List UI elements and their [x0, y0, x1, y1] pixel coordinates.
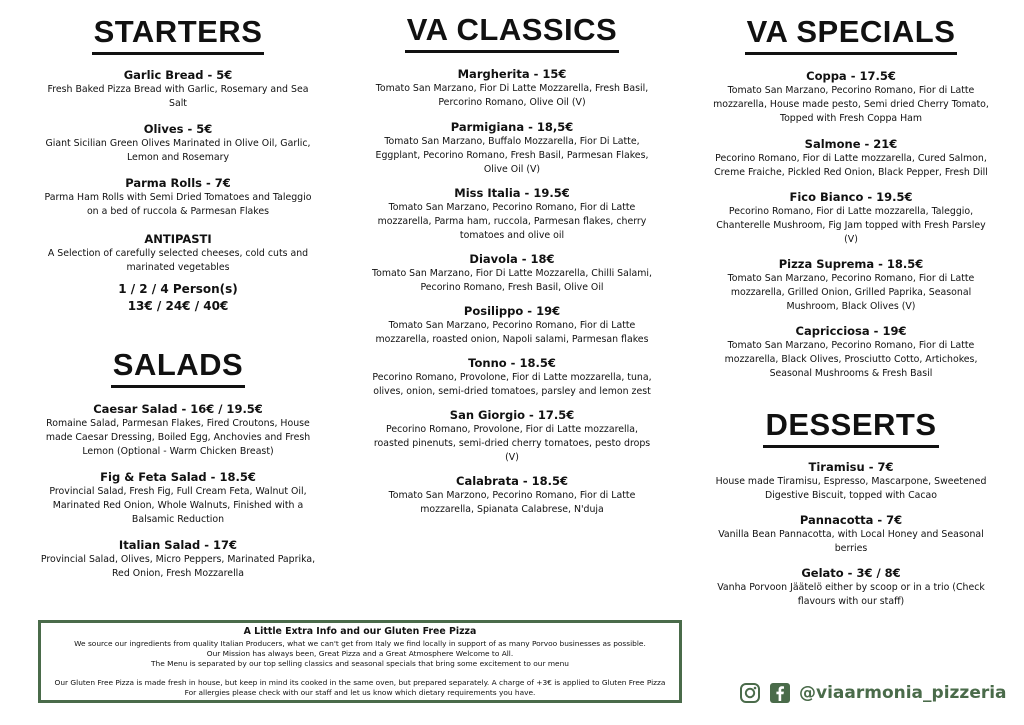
menu-item	[708, 257, 994, 314]
classics-heading: VA CLASSICS	[405, 12, 619, 53]
antipasti-persons: 1 / 2 / 4 Person(s)	[118, 282, 238, 296]
menu-item	[40, 402, 316, 459]
desserts-heading: DESSERTS	[763, 407, 938, 448]
item-description: Tomato San Marzano, Pecorino Romano, Fior di Latte mozzarella, House made pesto, Semi dried Cherry Tomato, Topped with Fresh Coppa Ham	[713, 85, 989, 124]
social-links	[739, 680, 1007, 706]
item-description: Tomato San Marzano, Fior Di Latte Mozzarella, Chilli Salami, Pecorino Romano, Fresh Basil, Olive Oil	[372, 268, 652, 293]
item-name: Fig & Feta Salad - 18.5€	[100, 470, 256, 484]
starters-heading: STARTERS	[92, 14, 265, 55]
item-description: Tomato San Marzano, Pecorino Romano, Fior di Latte mozzarella, Black Olives, Prosciutto Cotto, Artichokes, Seasonal Mushrooms & Fresh Basil	[724, 340, 978, 379]
item-name: Garlic Bread - 5€	[123, 68, 233, 82]
info-box	[38, 620, 682, 703]
item-name: San Giorgio - 17.5€	[449, 408, 575, 422]
item-description: Tomato San Marzano, Pecorino Romano, Fior di Latte mozzarella, Parma ham, ruccola, Parmesan flakes, cherry tomatoes and olive oil	[377, 202, 647, 241]
item-description: Vanha Porvoon Jäätelö either by scoop or in a trio (Check flavours with our staff)	[717, 582, 985, 607]
menu-item	[372, 67, 652, 110]
item-description: Parma Ham Rolls with Semi Dried Tomatoes and Taleggio on a bed of ruccola & Parmesan Flakes	[44, 192, 312, 217]
item-description: A Selection of carefully selected cheeses, cold cuts and marinated vegetables	[47, 248, 309, 273]
antipasti-prices: 13€ / 24€ / 40€	[127, 299, 229, 313]
menu-item	[708, 69, 994, 126]
menu-item	[708, 566, 994, 609]
specials-desserts-column	[708, 0, 994, 609]
item-description: House made Tiramisu, Espresso, Mascarpone, Sweetened Digestive Biscuit, topped with Cacao	[715, 476, 987, 501]
info-line: Our Mission has always been, Great Pizza and a Great Atmosphere Welcome to All.	[206, 649, 514, 658]
menu-item	[708, 137, 994, 180]
item-name: Caesar Salad - 16€ / 19.5€	[93, 402, 263, 416]
social-handle[interactable]: @viaarmonia_pizzeria	[799, 683, 1007, 703]
item-name: Miss Italia - 19.5€	[454, 186, 570, 200]
item-description: Provincial Salad, Fresh Fig, Full Cream Feta, Walnut Oil, Marinated Red Onion, Whole Walnuts, Finished with a Balsamic Reduction	[49, 486, 307, 525]
item-description: Pecorino Romano, Fior di Latte mozzarella, Taleggio, Chanterelle Mushroom, Fig Jam topped with Fresh Parsley (V)	[716, 206, 986, 245]
item-description: Fresh Baked Pizza Bread with Garlic, Rosemary and Sea Salt	[47, 84, 309, 109]
salads-heading: SALADS	[111, 347, 245, 388]
item-name: Tonno - 18.5€	[468, 356, 556, 370]
menu-item	[708, 190, 994, 247]
item-name: ANTIPASTI	[144, 232, 212, 246]
menu-item	[40, 122, 316, 165]
menu-item	[708, 460, 994, 503]
menu-item	[708, 324, 994, 381]
item-name: Margherita - 15€	[457, 67, 567, 81]
menu-item	[708, 513, 994, 556]
item-name: Pannacotta - 7€	[799, 513, 903, 527]
menu-item	[40, 68, 316, 111]
menu-item	[372, 356, 652, 399]
menu-item	[372, 408, 652, 465]
item-description: Vanilla Bean Pannacotta, with Local Honey and Seasonal berries	[718, 529, 984, 554]
menu-item	[372, 186, 652, 243]
item-name: Olives - 5€	[143, 122, 213, 136]
menu-item	[372, 304, 652, 347]
starters-salads-column	[40, 0, 316, 581]
instagram-icon[interactable]	[739, 682, 761, 704]
menu-item	[372, 252, 652, 295]
gluten-free-line: Our Gluten Free Pizza is made fresh in house, but keep in mind its cooked in the same oven, but prepared separately. A charge of +3€ is applied to Gluten Free Pizza	[54, 678, 666, 687]
item-description: Tomato San Marzano, Pecorino Romano, Fior di Latte mozzarella, Grilled Onion, Grilled Paprika, Seasonal Mushroom, Black Olives (V)	[727, 273, 975, 312]
item-description: Tomato San Marzano, Pecorino Romano, Fior di Latte mozzarella, roasted onion, Napoli salami, Parmesan flakes	[375, 320, 649, 345]
item-description: Pecorino Romano, Fior di Latte mozzarella, Cured Salmon, Creme Fraiche, Pickled Red Onion, Black Pepper, Fresh Dill	[714, 153, 988, 178]
item-description: Giant Sicilian Green Olives Marinated in Olive Oil, Garlic, Lemon and Rosemary	[45, 138, 311, 163]
info-line: We source our ingredients from quality Italian Producers, what we can't get from Italy we find locally in support of as many Porvoo businesses as possible.	[74, 639, 646, 648]
item-name: Calabrata - 18.5€	[456, 474, 568, 488]
item-name: Posilippo - 19€	[463, 304, 561, 318]
item-description: Romaine Salad, Parmesan Flakes, Fired Croutons, House made Caesar Dressing, Boiled Egg, Anchovies and Fresh Lemon (Optional - Warm Chicken Breast)	[45, 418, 311, 457]
item-name: Tiramisu - 7€	[808, 460, 894, 474]
item-description: Tomato San Marzano, Fior Di Latte Mozzarella, Fresh Basil, Percorino Romano, Olive Oil (V)	[375, 83, 649, 108]
item-name: Fico Bianco - 19.5€	[789, 190, 913, 204]
item-name: Parma Rolls - 7€	[125, 176, 231, 190]
classics-column	[372, 0, 652, 517]
specials-heading: VA SPECIALS	[745, 14, 958, 55]
item-description: Provincial Salad, Olives, Micro Peppers, Marinated Paprika, Red Onion, Fresh Mozzarella	[40, 554, 316, 579]
item-name: Capricciosa - 19€	[795, 324, 907, 338]
item-name: Coppa - 17.5€	[806, 69, 896, 83]
item-description: Tomato San Marzano, Buffalo Mozzarella, Fior Di Latte, Eggplant, Pecorino Romano, Fresh Basil, Parmesan Flakes, Olive Oil (V)	[375, 136, 649, 175]
item-name: Parmigiana - 18,5€	[450, 120, 574, 134]
item-name: Pizza Suprema - 18.5€	[778, 257, 924, 271]
menu-item	[40, 176, 316, 219]
menu-item	[372, 474, 652, 517]
allergy-line: For allergies please check with our staff and let us know which dietary requirements you have.	[184, 688, 536, 697]
info-line: The Menu is separated by our top selling classics and seasonal specials that bring some excitement to our menu	[151, 659, 569, 668]
menu-item	[40, 232, 316, 315]
item-description: Pecorino Romano, Provolone, Fior di Latte mozzarella, tuna, olives, onion, semi-dried tomatoes, parsley and lemon zest	[372, 372, 652, 397]
menu-item	[40, 470, 316, 527]
menu-item	[40, 538, 316, 581]
item-name: Gelato - 3€ / 8€	[801, 566, 901, 580]
item-description: Pecorino Romano, Provolone, Fior di Latte mozzarella, roasted pinenuts, semi-dried cherry tomatoes, pesto drops (V)	[373, 424, 651, 463]
info-title: A Little Extra Info and our Gluten Free Pizza	[243, 626, 477, 637]
info-spacer	[41, 669, 679, 678]
item-description: Tomato San Marzono, Pecorino Romano, Fior di Latte mozzarella, Spianata Calabrese, N'duja	[388, 490, 636, 515]
facebook-icon[interactable]	[769, 682, 791, 704]
item-name: Salmone - 21€	[804, 137, 898, 151]
item-name: Italian Salad - 17€	[118, 538, 238, 552]
item-name: Diavola - 18€	[469, 252, 555, 266]
menu-item	[372, 120, 652, 177]
